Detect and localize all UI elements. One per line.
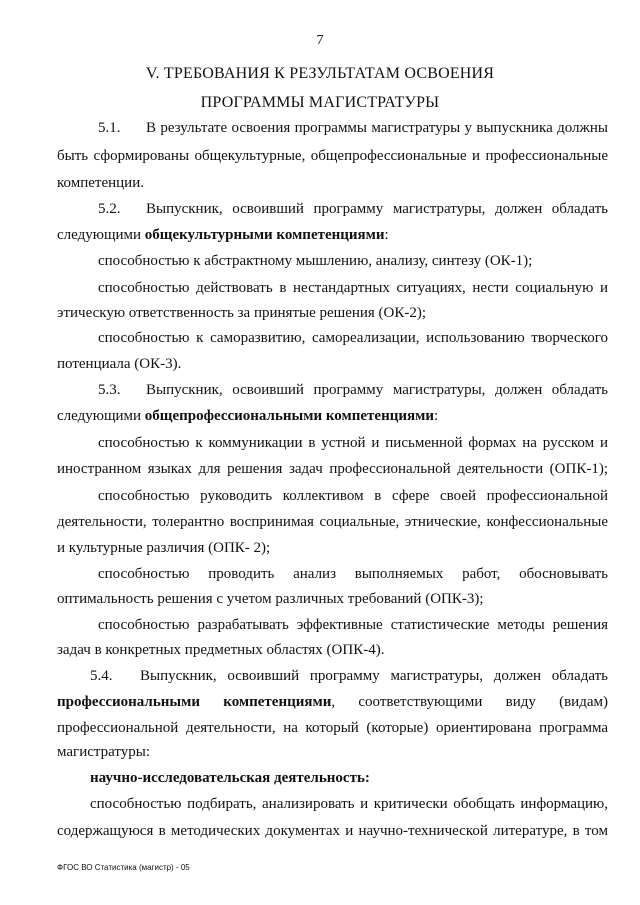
p52-number: 5.2. xyxy=(98,201,121,217)
p52-line2-text: следующими xyxy=(57,227,145,243)
ok2-line1: способностью действовать в нестандартных ситуациях, нести социальную и xyxy=(98,280,608,296)
p54-line1: Выпускник, освоивший программу магистратуры, должен обладать xyxy=(140,668,608,684)
ok3-line2: потенциала (ОК-3). xyxy=(57,356,182,372)
opk2-line2: деятельности, толерантно воспринимая социальные, этнические, конфессиональные xyxy=(57,514,608,530)
opk3-line1: способностью проводить анализ выполняемых работ, обосновывать xyxy=(98,566,608,582)
page-number: 7 xyxy=(316,33,324,48)
p54-bold-term: профессиональными компетенциями xyxy=(57,694,332,710)
opk2-line3: и культурные различия (ОПК- 2); xyxy=(57,540,271,556)
ok3-line1: способностью к саморазвитию, самореализации, использованию творческого xyxy=(98,330,608,346)
p51-line3: компетенции. xyxy=(57,175,144,191)
opk4-line2: задач в конкретных предметных областях (ОПК-4). xyxy=(57,642,385,658)
p53-colon: : xyxy=(433,408,439,424)
ok2-line2: этическую ответственность за принятые решения (ОК-2); xyxy=(57,305,427,321)
p54-line4: магистратуры: xyxy=(57,744,150,760)
ok1-line: способностью к абстрактному мышлению, анализу, синтезу (ОК-1); xyxy=(98,253,533,269)
last-line1: способностью подбирать, анализировать и критически обобщать информацию, xyxy=(90,796,608,812)
p53-number: 5.3. xyxy=(98,382,121,398)
opk2-line1: способностью руководить коллективом в сфере своей профессиональной xyxy=(98,488,608,504)
p51-line2: быть сформированы общекультурные, общепрофессиональные и профессиональные xyxy=(57,148,608,164)
p52-line1: Выпускник, освоивший программу магистратуры, должен обладать xyxy=(146,201,608,217)
last-line2: содержащуюся в методических документах и научно-технической литературе, в том xyxy=(57,823,608,839)
section-title-line1: V. ТРЕБОВАНИЯ К РЕЗУЛЬТАТАМ ОСВОЕНИЯ xyxy=(145,65,495,82)
p52-line2 xyxy=(57,226,389,244)
p53-line1: Выпускник, освоивший программу магистратуры, должен обладать xyxy=(146,382,608,398)
p53-line2 xyxy=(57,407,438,425)
page-footer: ФГОС ВО Статистика (магистр) - 05 xyxy=(57,863,190,872)
p54-line3: профессиональной деятельности, на который (которые) ориентирована программа xyxy=(57,720,608,736)
opk3-line2: оптимальность решения с учетом различных требований (ОПК-3); xyxy=(57,591,484,607)
p54-number: 5.4. xyxy=(90,668,113,684)
p52-colon: : xyxy=(384,227,389,243)
p54-line2 xyxy=(57,693,608,711)
opk4-line1: способностью разрабатывать эффективные статистические методы решения xyxy=(98,617,608,633)
p51-number: 5.1. xyxy=(98,120,121,136)
p53-line2-text: следующими xyxy=(57,408,145,424)
opk1-line1: способностью к коммуникации в устной и письменной формах на русском и xyxy=(98,435,608,451)
p52-bold-term: общекультурными компетенциями xyxy=(144,227,385,243)
p51-line1: В результате освоения программы магистратуры у выпускника должны xyxy=(146,120,608,136)
research-heading: научно-исследовательская деятельность: xyxy=(90,770,370,786)
p53-bold-term: общепрофессиональными компетенциями xyxy=(144,408,434,424)
opk1-line2: иностранном языках для решения задач профессиональной деятельности (ОПК-1); xyxy=(57,461,608,477)
section-title-line2: ПРОГРАММЫ МАГИСТРАТУРЫ xyxy=(200,94,440,111)
p54-line2-text: , соответствующими виду (видам) xyxy=(331,694,608,710)
